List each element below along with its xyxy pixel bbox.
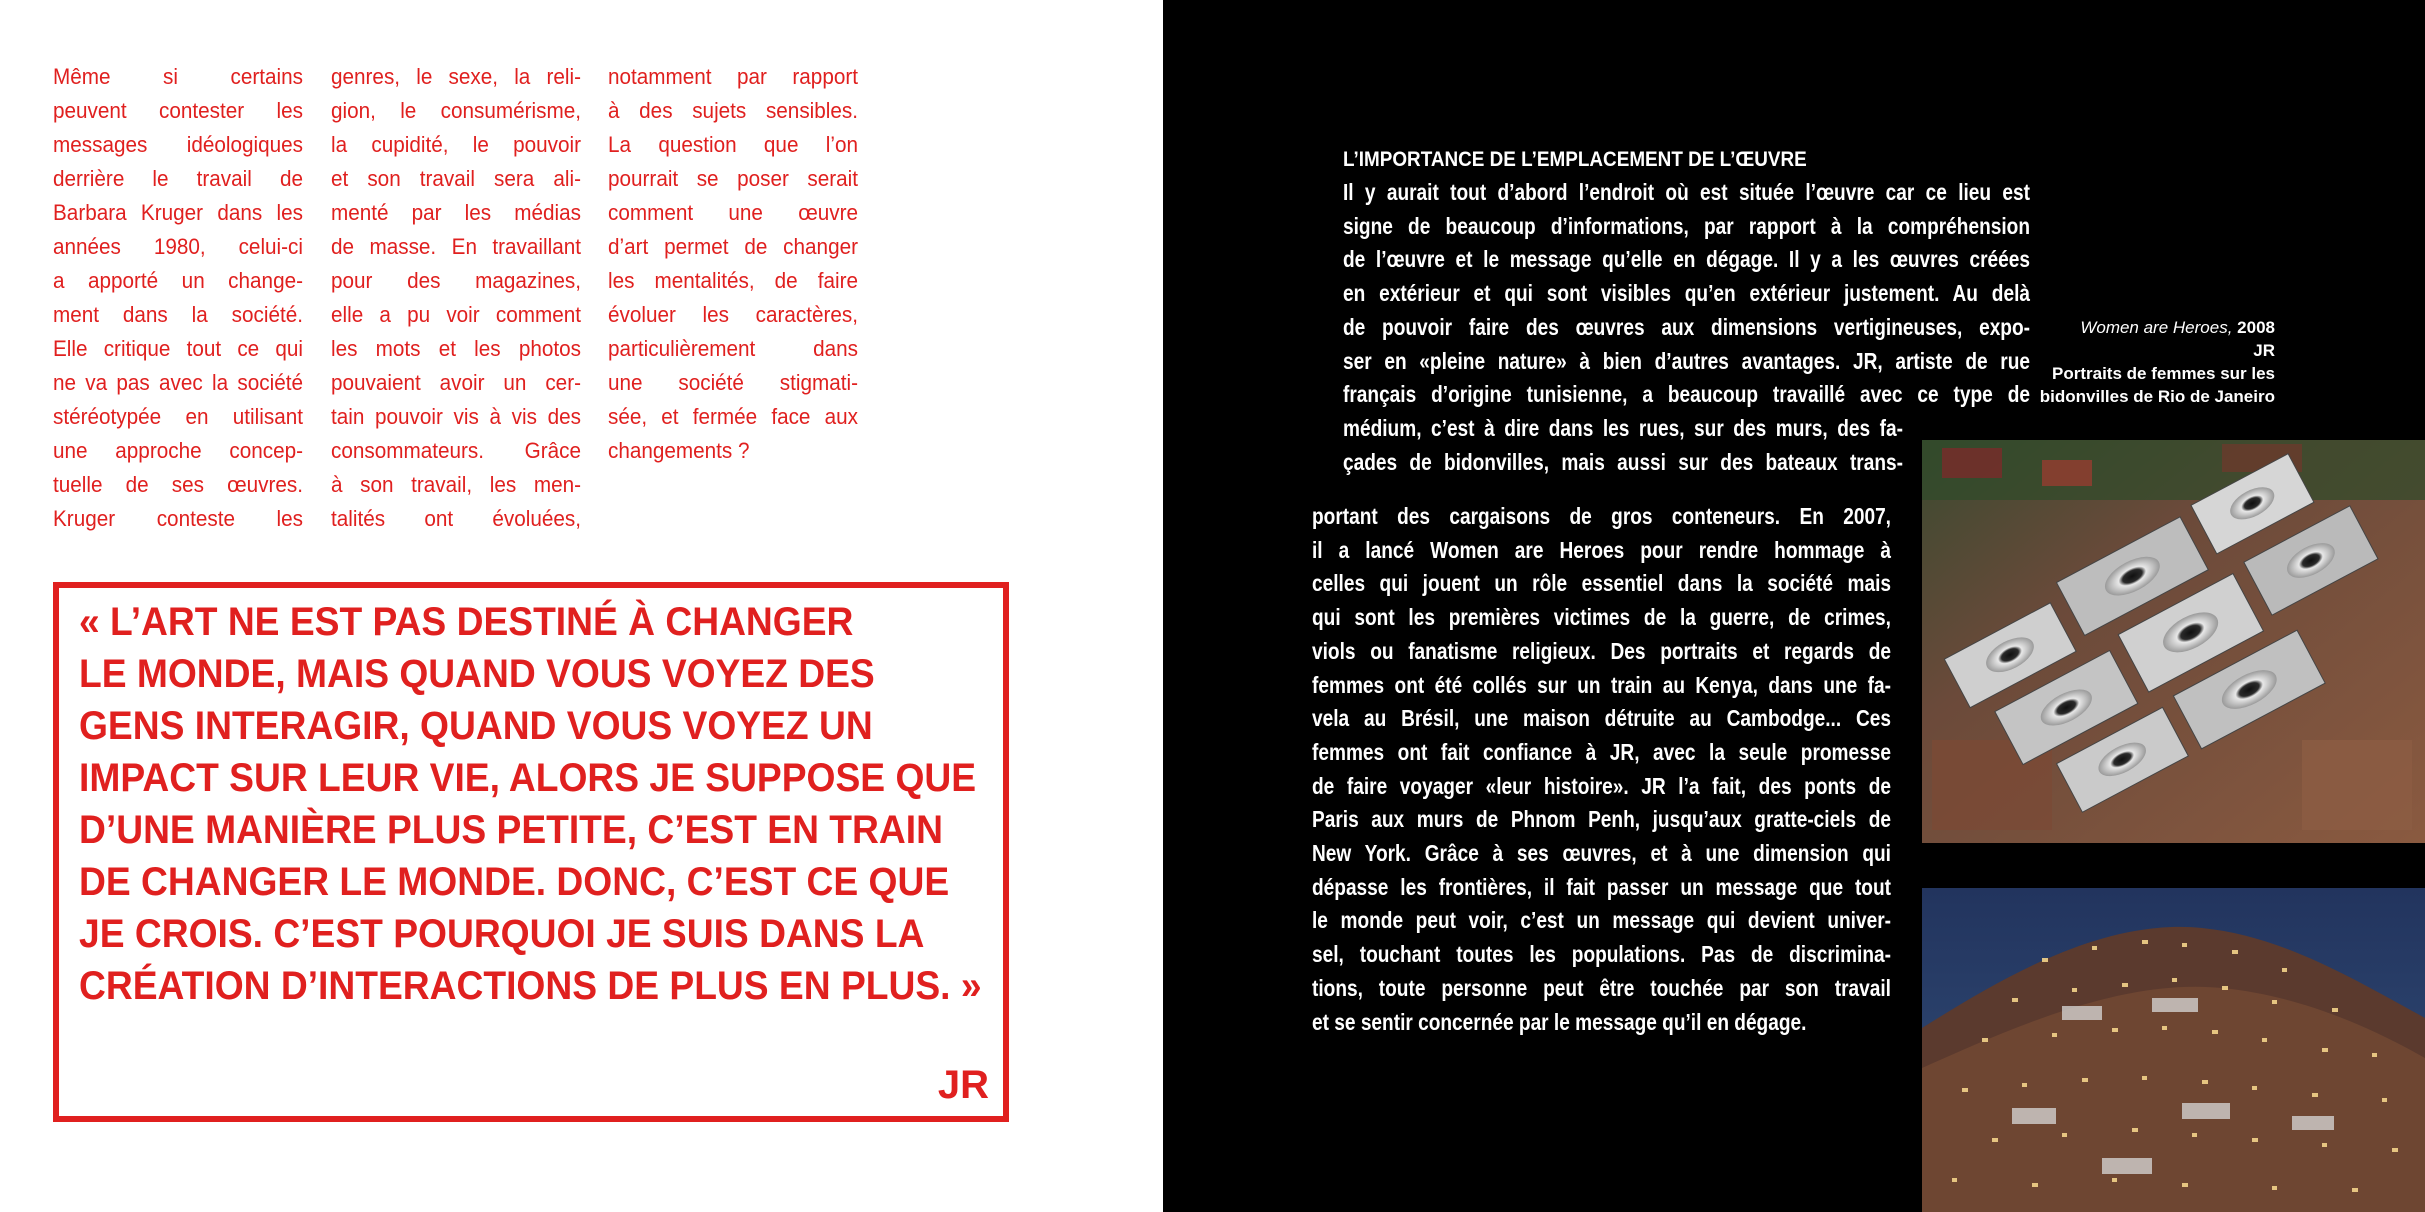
quote-box (53, 582, 1009, 1122)
paragraph-line: signe de beaucoup d’informations, par rapport à la compréhension (1343, 212, 2030, 239)
column-line: derrière le travail de (53, 166, 303, 191)
column-line: gion, le consumérisme, (331, 98, 581, 123)
column-line: Même si certains (53, 64, 303, 89)
quote-line: CRÉATION D’INTERACTIONS DE PLUS EN PLUS. » (79, 964, 982, 1008)
caption-line-4: bidonvilles de Rio de Janeiro (2039, 387, 2275, 406)
column-line: Elle critique tout ce qui (53, 336, 303, 361)
column-line: menté par les médias (331, 200, 581, 225)
quote-line: « L’ART NE EST PAS DESTINÉ À CHANGER (79, 600, 854, 644)
quote-text (79, 596, 1009, 1012)
column-line: Kruger conteste les (53, 506, 303, 531)
column-line: notamment par rapport (608, 64, 858, 89)
column-line: sée, et fermée face aux (608, 404, 858, 429)
paragraph-line: New York. Grâce à ses œuvres, et à une dimension qui (1312, 840, 1891, 867)
text-column-2 (331, 60, 581, 536)
paragraph-line: et se sentir concernée par le message qu’il en dégage. (1312, 1008, 1807, 1035)
quote-line: JE CROIS. C’EST POURQUOI JE SUIS DANS LA (79, 912, 925, 956)
paragraph-line: il a lancé Women are Heroes pour rendre hommage à (1312, 536, 1891, 563)
column-line: pouvaient avoir un cer- (331, 370, 581, 395)
night-favela-photo (1922, 888, 2425, 1212)
paragraph-line: femmes ont été collés sur un train au Kenya, dans une fa- (1312, 671, 1891, 698)
quote-line: DE CHANGER LE MONDE. DONC, C’EST CE QUE (79, 860, 950, 904)
text-column-1 (53, 60, 303, 536)
paragraph-line: qui sont les premières victimes de la guerre, de crimes, (1312, 604, 1891, 631)
paragraph-line: de faire voyager «leur histoire». JR l’a fait, des ponts de (1312, 772, 1891, 799)
column-line: à des sujets sensibles. (608, 98, 858, 123)
paragraph-line: français d’origine tunisienne, a beaucoup travaillé avec ce type de (1343, 381, 2030, 408)
column-line: ment dans la société. (53, 302, 303, 327)
caption-year: 2008 (2237, 318, 2275, 337)
paragraph-line: viols ou fanatisme religieux. Des portraits et regards de (1312, 637, 1891, 664)
quote-line: GENS INTERAGIR, QUAND VOUS VOYEZ UN (79, 704, 873, 748)
column-line: genres, le sexe, la reli- (331, 64, 581, 89)
column-line: elle a pu voir comment (331, 302, 581, 327)
paragraph-line: çades de bidonvilles, mais aussi sur des bateaux trans- (1343, 448, 1903, 475)
paragraph-line: de pouvoir faire des œuvres aux dimensions vertigineuses, expo- (1343, 313, 2030, 340)
paragraph-line: le monde peut voir, c’est un message qui devient univer- (1312, 907, 1891, 934)
text-column-3 (608, 60, 858, 468)
paragraph-line: médium, c’est à dire dans les rues, sur des murs, des fa- (1343, 414, 1903, 441)
paragraph-line: celles qui jouent un rôle essentiel dans la société mais (1312, 570, 1891, 597)
aerial-favela-illustration (1922, 440, 2425, 843)
column-line: La question que l’on (608, 132, 858, 157)
column-line: peuvent contester les (53, 98, 303, 123)
column-line: tain pouvoir vis à vis des (331, 404, 581, 429)
column-line: pourrait se poser serait (608, 166, 858, 191)
column-line: et son travail sera ali- (331, 166, 581, 191)
paragraph-line: ser en «pleine nature» à bien d’autres avantages. JR, artiste de rue (1343, 347, 2030, 374)
paragraph-line: sel, touchant toutes les populations. Pas de discrimina- (1312, 941, 1891, 968)
column-line: Barbara Kruger dans les (53, 200, 303, 225)
column-line: a apporté un change- (53, 268, 303, 293)
paragraph-line: Il y aurait tout d’abord l’endroit où est située l’œuvre car ce lieu est (1343, 179, 2030, 205)
quote-line: D’UNE MANIÈRE PLUS PETITE, C’EST EN TRAIN (79, 808, 943, 852)
column-line: années 1980, celui-ci (53, 234, 303, 259)
aerial-favela-photo (1922, 440, 2425, 843)
column-line: particulièrement dans (608, 336, 858, 361)
column-line: évoluer les caractères, (608, 302, 858, 327)
column-line: consommateurs. Grâce (331, 438, 581, 463)
paragraph-line: femmes ont fait confiance à JR, avec la seule promesse (1312, 738, 1891, 765)
column-line: talités ont évoluées, (331, 506, 581, 531)
paragraph-bottom (1312, 500, 1891, 1039)
paragraph-line: dépasse les frontières, il fait passer un message que tout (1312, 873, 1891, 900)
paragraph-line: en extérieur et qui sont visibles qu’en extérieur justement. Au delà (1343, 280, 2030, 307)
column-line: d’art permet de changer (608, 234, 858, 259)
column-line: à son travail, les men- (331, 472, 581, 497)
night-favela-illustration (1922, 888, 2425, 1212)
column-line: une société stigmati- (608, 370, 858, 395)
column-line: la cupidité, le pouvoir (331, 132, 581, 157)
quote-author: JR (937, 1063, 989, 1107)
quote-line: IMPACT SUR LEUR VIE, ALORS JE SUPPOSE QUE (79, 756, 977, 800)
paragraph-line: de l’œuvre et le message qu’elle en dégage. Il y a les œuvres créées (1343, 246, 2030, 273)
column-line: pour des magazines, (331, 268, 581, 293)
paragraph-top (1343, 176, 2030, 479)
column-line: changements ? (608, 438, 750, 463)
paragraph-line: portant des cargaisons de gros conteneurs. En 2007, (1312, 503, 1891, 529)
column-line: une approche concep- (53, 438, 303, 463)
paragraph-line: Paris aux murs de Phnom Penh, jusqu’aux gratte-ciels de (1312, 806, 1891, 833)
column-line: stéréotypée en utilisant (53, 404, 303, 429)
column-line: les mentalités, de faire (608, 268, 858, 293)
column-line: messages idéologiques (53, 132, 303, 157)
column-line: ne va pas avec la société (53, 370, 303, 395)
photo-caption (2040, 316, 2275, 408)
paragraph-line: vela au Brésil, une maison détruite au Cambodge... Ces (1312, 705, 1891, 732)
caption-artist: JR (2253, 341, 2275, 360)
article-title: L’IMPORTANCE DE L’EMPLACEMENT DE L’ŒUVRE (1343, 148, 1807, 171)
column-line: tuelle de ses œuvres. (53, 472, 303, 497)
caption-work-title: Women are Heroes, (2080, 318, 2233, 337)
column-line: les mots et les photos (331, 336, 581, 361)
caption-line-3: Portraits de femmes sur les (2052, 364, 2275, 383)
column-line: de masse. En travaillant (331, 234, 581, 259)
paragraph-line: tions, toute personne peut être touchée par son travail (1312, 974, 1891, 1001)
column-line: comment une œuvre (608, 200, 858, 225)
quote-line: LE MONDE, MAIS QUAND VOUS VOYEZ DES (79, 652, 875, 696)
